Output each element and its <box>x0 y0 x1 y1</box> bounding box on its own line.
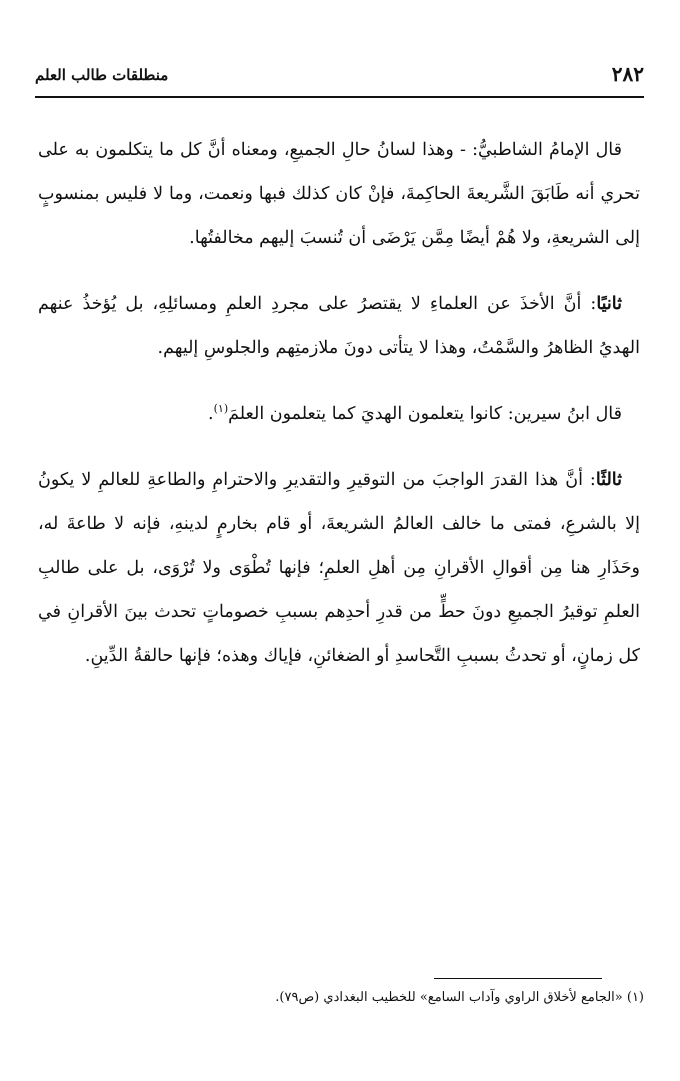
running-header <box>35 58 644 88</box>
footnote-divider <box>434 978 602 979</box>
paragraph-ibn-sirin-quote <box>38 392 640 436</box>
paragraph-shatibi-quote <box>38 128 640 260</box>
point-label: ثانيًا <box>596 294 622 314</box>
paragraph-text: : أنَّ هذا القدرَ الواجبَ من التوقيرِ والتقديرِ والاحترامِ والطاعةِ للعالمِ لا يكونُ إلا بالشرعِ، فمتى ما خالف العالمُ الشريعةَ، أو قام بخارمٍ لدينهِ، فإنه لا طاعةَ له، وحَذَارِ هنا مِن أقوالِ الأقرانِ مِن أهلِ العلمِ؛ فإنها تُطْوَى ولا تُرْوَى، بل على طالبِ العلمِ توقيرُ الجميعِ دونَ حطٍّ من قدرِ أحدِهم بسببِ خصوماتٍ تحدث بينَ الأقرانِ في كل زمانٍ، أو تحدثُ بسببِ التَّحاسدِ أو الضغائنِ، فإياك وهذه؛ فإنها حالقةُ الدِّينِ. <box>38 470 640 666</box>
book-title: منطلقات طالب العلم <box>35 66 169 84</box>
point-label: ثالثًا <box>595 470 622 490</box>
footnote-reference[interactable]: (١) <box>213 402 229 416</box>
paragraph-text: قال ابنُ سيرين: كانوا يتعلمون الهديَ كما يتعلمون العلمَ <box>228 404 622 424</box>
paragraph-text: قال الإمامُ الشاطبيُّ: - وهذا لسانُ حالِ الجميعِ، ومعناه أنَّ كل ما يتكلمون به على تحري أنه طَابَقَ الشَّريعةَ الحاكِمةَ، فإنْ كان كذلك فبها ونعمت، وما لا فليس بمنسوبٍ إلى الشريعةِ، ولا هُمْ أيضًا مِمَّن يَرْضَى أن تُنسبَ إليهم مخالفتُها. <box>38 140 640 248</box>
paragraph-tail: . <box>208 404 214 424</box>
footnote: (١) «الجامع لأخلاق الراوي وآداب السامع» للخطيب البغدادي (ص٧٩). <box>275 990 644 1005</box>
body-text <box>38 128 640 700</box>
paragraph-second-point <box>38 282 640 370</box>
header-divider <box>35 96 644 98</box>
paragraph-text: : أنَّ الأخذَ عن العلماءِ لا يقتصرُ على مجردِ العلمِ ومسائلِهِ، بل يُؤخذُ عنهم الهديُ الظاهرُ والسَّمْتُ، وهذا لا يتأتى دونَ ملازمتِهم والجلوسِ إليهم. <box>38 294 640 358</box>
page-number: ٢٨٢ <box>611 62 644 86</box>
paragraph-third-point <box>38 458 640 678</box>
